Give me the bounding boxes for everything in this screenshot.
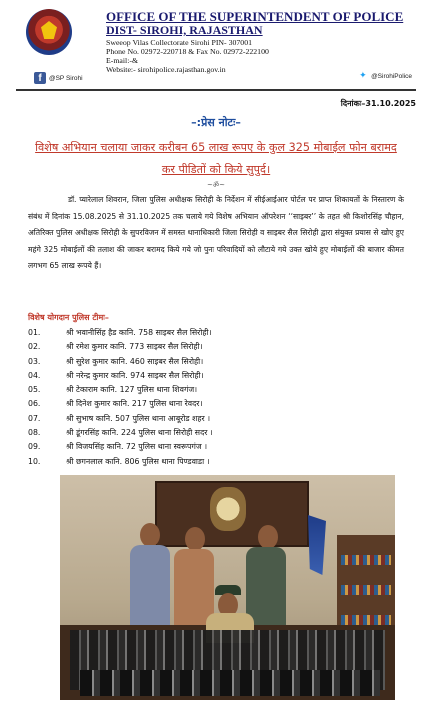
team-name: श्री सुरेश कुमार कानि. 460 साइबर सैल सिरोही।: [66, 356, 204, 366]
office-title: OFFICE OF THE SUPERINTENDENT OF POLICE: [106, 9, 404, 24]
team-number: 07.: [28, 413, 41, 423]
team-number: 02.: [28, 342, 41, 352]
date-line: दिनांकः–31.10.2025: [340, 99, 416, 108]
phones-row-front: [80, 670, 380, 696]
police-emblem-logo: [26, 9, 72, 55]
team-member: [28, 412, 213, 426]
team-name: श्री नरेन्द्र कुमार कानि. 974 साइबर सैल सिरोही।: [66, 370, 204, 380]
wall-emblem: [210, 487, 246, 531]
team-name: श्री डूंगरसिंह कानि. 224 पुलिस थाना सिरोही सदर ।: [66, 428, 213, 438]
team-member: [28, 440, 213, 454]
team-number: 03.: [28, 356, 41, 366]
team-name: श्री दिनेश कुमार कानि. 217 पुलिस थाना रेवदर।: [66, 399, 203, 409]
team-member: [28, 355, 213, 369]
team-member: [28, 383, 213, 397]
team-number: 04.: [28, 370, 41, 380]
office-phone: Phone No. 02972-220718 & Fax No. 02972-222100: [106, 47, 269, 56]
team-member: [28, 426, 213, 440]
team-number: 01.: [28, 328, 41, 337]
team-member: [28, 340, 213, 354]
ornament-divider: ~ॐ~: [206, 181, 226, 189]
team-name: श्री भवानीसिंह हैड कानि. 758 साइबर सैल सिरोही।: [66, 328, 212, 337]
team-member: [28, 326, 213, 340]
twitter-icon: ✦: [359, 71, 367, 81]
police-flag: [308, 515, 326, 575]
facebook-handle-text: @SP Sirohi: [49, 74, 83, 82]
team-number: 09.: [28, 442, 41, 452]
header-divider: [16, 89, 416, 91]
team-name: श्री छगनलाल कानि. 806 पुलिस थाना पिण्डवाडा ।: [66, 456, 210, 466]
team-number: 05.: [28, 385, 41, 395]
district-subtitle: DIST- SIROHI, RAJASTHAN: [106, 23, 263, 37]
team-name: श्री विजयसिंह कानि. 72 पुलिस थाना स्वरूपगंज ।: [66, 442, 208, 452]
team-name: श्री सुभाष कानि. 507 पुलिस थाना आबूरोड शहर ।: [66, 413, 211, 423]
team-list: [28, 326, 213, 469]
team-heading: विशेष योगदान पुलिस टीमः–: [28, 313, 109, 322]
team-member: [28, 397, 213, 411]
office-email: E-mail:-&: [106, 56, 139, 65]
team-number: 10.: [28, 456, 41, 466]
team-name: श्री रमेश कुमार कानि. 773 साइबर सैल सिरोही।: [66, 342, 203, 352]
twitter-handle-text: @SirohiPolice: [371, 72, 412, 80]
team-number: 06.: [28, 399, 41, 409]
team-name: श्री टेकाराम कानि. 127 पुलिस थाना शिवगंज।: [66, 385, 198, 395]
headline: विशेष अभियान चलाया जाकर करीबन 65 लाख रूपए के कुल 325 मोबाईल फोन बरामद कर पीडितों को किये सुपुर्द।: [35, 141, 397, 176]
press-note-title: –:प्रेस नोटः–: [191, 116, 241, 129]
office-address: Sweeop Vilas Collectorate Sirohi PIN- 307001: [106, 38, 252, 47]
facebook-icon: f: [34, 72, 46, 84]
team-number: 08.: [28, 428, 41, 438]
recovered-phones-photo: [60, 475, 395, 700]
twitter-handle: [359, 72, 412, 80]
body-paragraph: डॉ. प्यारेलाल शिवरान, जिला पुलिस अधीक्षक सिरोही के निर्देशन में सीईआईआर पोर्टल पर प्राप्त शिकायतों के निस्तारण के संबंध में दिनांक 15.08.2025 से 31.10.2025 तक चलाये गये विशेष अभियान ऑपरेशन ‘‘साइबर’’ के तहत श्री किशोरसिंह चौहान, अतिरिक्त पुलिस अधीक्षक सिरोही के सुपरविजन में समस्त थानाधिकारी जिला सिरोही व साइबर सैल सिरोही द्वारा संयुक्त प्रयास से खोए हुए महंगे 325 मोबाईलों की तलाश की जाकर बरामद किये गये जो पुनः परिवादियों को लौटाये गये उक्त खोये हुए मोबाईलों की बाजार कीमत लगभग 65 लाख रूपये हैं।: [28, 195, 404, 270]
team-member: [28, 455, 213, 469]
facebook-handle: [34, 72, 83, 84]
office-website: Website:- sirohipolice.rajasthan.gov.in: [106, 65, 226, 74]
team-member: [28, 369, 213, 383]
